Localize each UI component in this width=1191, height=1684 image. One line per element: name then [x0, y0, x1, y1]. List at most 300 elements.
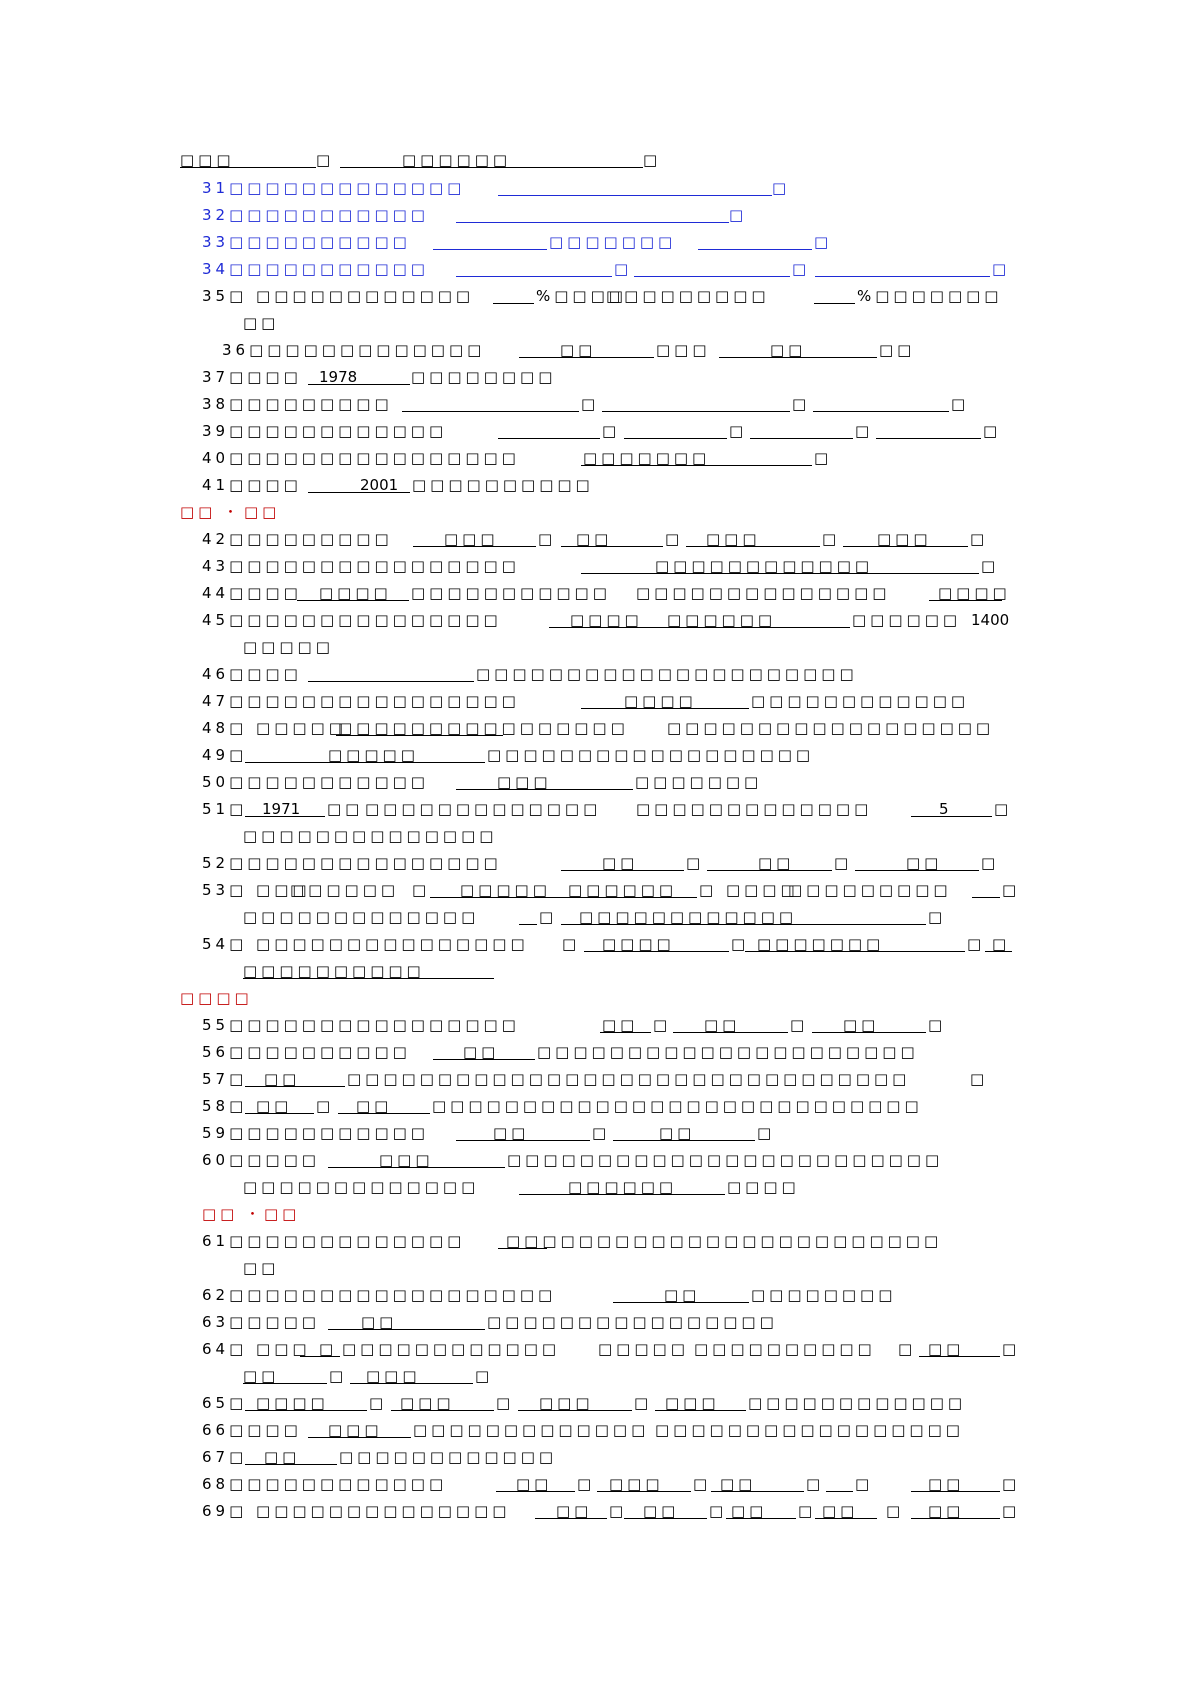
text-run: □ — [686, 854, 705, 872]
text-line — [0, 475, 1191, 495]
text-run: 64□ □□□ — [202, 1340, 311, 1358]
answer-blank-underline — [814, 303, 855, 304]
text-run: □□□□□□ — [402, 151, 512, 169]
text-run: □□ — [928, 1340, 965, 1358]
text-line — [0, 556, 1191, 576]
text-line — [0, 1258, 1191, 1278]
text-run: ・ — [245, 1205, 265, 1223]
text-run: □□ — [264, 1448, 301, 1466]
text-line — [0, 1231, 1191, 1251]
text-run: □ — [1002, 1502, 1021, 1520]
text-run: □□□□□□ — [667, 611, 777, 629]
answer-blank-underline — [519, 357, 654, 358]
text-line — [0, 232, 1191, 252]
answer-blank-underline — [308, 492, 410, 493]
text-run: 1971 — [262, 800, 301, 818]
answer-blank-underline — [433, 1059, 535, 1060]
text-run: 46□□□□ — [202, 665, 302, 683]
text-run: 40□□□□□□□□□□□□□□□□ — [202, 449, 520, 467]
text-line — [0, 178, 1191, 198]
text-run: 36□□□□□□□□□□□□□ — [222, 341, 486, 359]
text-run: □ — [316, 1097, 335, 1115]
text-run: □ — [665, 530, 684, 548]
text-line — [0, 340, 1191, 360]
text-line — [0, 1339, 1191, 1359]
text-run: 1978 — [319, 368, 358, 386]
answer-blank-underline — [624, 438, 727, 439]
text-run: □□□□□□□□□□□□□□ — [636, 584, 891, 602]
text-run: □□ — [556, 1502, 593, 1520]
text-run: %□□□□ — [536, 287, 627, 305]
text-run: □□ — [843, 1016, 880, 1034]
text-run: □ — [967, 935, 986, 953]
text-run: □ — [539, 908, 558, 926]
text-run: 61□□□□□□□□□□□□□ — [202, 1232, 466, 1250]
answer-blank-underline — [433, 249, 547, 250]
text-run: 66□□□□ — [202, 1421, 302, 1439]
text-run: □□□□□□□□□□□□□□□□□□□□□ — [537, 1043, 919, 1061]
text-run: □ — [898, 1340, 917, 1358]
text-run: □□ — [243, 1367, 280, 1385]
answer-blank-underline — [245, 1086, 345, 1087]
text-run: 50□□□□□□□□□□□ — [202, 773, 429, 791]
answer-blank-underline — [245, 816, 325, 817]
text-run: □□ — [758, 854, 795, 872]
text-run: □ — [1002, 1475, 1021, 1493]
text-run: □ — [538, 530, 557, 548]
answer-blank-underline — [600, 1032, 651, 1033]
text-line — [0, 259, 1191, 279]
answer-blank-underline — [581, 573, 979, 574]
answer-blank-underline — [929, 600, 1002, 601]
text-line — [0, 961, 1191, 981]
text-run: □□ — [659, 1124, 696, 1142]
text-run: □□□□□□□□□□□□□□ — [243, 827, 498, 845]
answer-blank-underline — [911, 1518, 1000, 1519]
text-line — [0, 1096, 1191, 1116]
text-run: □□□□□□□□□□□□ — [342, 1340, 561, 1358]
text-line — [0, 1501, 1191, 1521]
text-run: □□□□□□□□□ — [606, 287, 770, 305]
text-line — [0, 448, 1191, 468]
text-run: □□□□ — [624, 692, 697, 710]
text-line — [0, 502, 1191, 522]
text-run: 44□□□□ — [202, 584, 302, 602]
answer-blank-underline — [634, 276, 790, 277]
text-line — [0, 826, 1191, 846]
text-run: □□□ — [366, 1367, 421, 1385]
text-run: 37□□□□ — [202, 368, 302, 386]
text-run: □ — [814, 449, 833, 467]
text-line — [0, 934, 1191, 954]
text-run: □ — [412, 881, 431, 899]
answer-blank-underline — [985, 951, 1012, 952]
text-run: □□□□ — [938, 584, 1011, 602]
text-run: 69□ □□□□□□□□□□□□□□ — [202, 1502, 511, 1520]
answer-blank-underline — [719, 357, 877, 358]
text-run: 60□□□□□ — [202, 1151, 320, 1169]
text-line — [0, 799, 1191, 819]
text-run: □□ — [356, 1097, 393, 1115]
text-line — [0, 1069, 1191, 1089]
text-run: □□□□□□□□□□□□ — [579, 908, 798, 926]
text-run: □□□□□□ — [568, 1178, 678, 1196]
text-run: □ — [577, 1475, 596, 1493]
answer-blank-underline — [338, 1113, 430, 1114]
text-run: □□□□□□□□□□□□□□□□ — [338, 719, 629, 737]
answer-blank-underline — [456, 789, 633, 790]
text-run: □□ — [493, 1124, 530, 1142]
text-run: □□□□ — [180, 989, 253, 1007]
answer-blank-underline — [602, 411, 790, 412]
answer-blank-underline — [391, 1410, 494, 1411]
text-run: □□ — [602, 854, 639, 872]
answer-blank-underline — [698, 249, 812, 250]
text-run: □□□□□□□□□□□□□ — [365, 800, 602, 818]
text-line — [0, 367, 1191, 387]
text-run: □ — [792, 260, 811, 278]
text-run: □□□□□□□ — [757, 935, 885, 953]
answer-blank-underline — [655, 1410, 746, 1411]
text-run: 47□□□□□□□□□□□□□□□□ — [202, 692, 520, 710]
text-run: □ — [1002, 1340, 1021, 1358]
text-run: 58□ — [202, 1097, 248, 1115]
text-run: □□□□□□□ — [635, 773, 763, 791]
answer-blank-underline — [518, 1410, 632, 1411]
answer-blank-underline — [336, 735, 503, 736]
text-run: □ — [855, 422, 874, 440]
answer-blank-underline — [686, 546, 820, 547]
answer-blank-underline — [535, 1518, 607, 1519]
text-run: □ — [806, 1475, 825, 1493]
text-line — [0, 907, 1191, 927]
answer-blank-underline — [911, 1491, 1000, 1492]
text-run: 54□ □□□□□□□□□□□□□□□ — [202, 935, 529, 953]
text-run: □□□□□□□□□□□□ — [748, 1394, 967, 1412]
text-line — [0, 313, 1191, 333]
text-run: □ — [319, 1340, 338, 1358]
answer-blank-underline — [911, 816, 992, 817]
text-run: □□□□□□□□□□□□□□□□ — [487, 1313, 778, 1331]
answer-blank-underline — [493, 303, 534, 304]
text-run: □ — [729, 206, 748, 224]
text-run: □□ — [879, 341, 916, 359]
text-run: □□ — [463, 1043, 500, 1061]
text-run: □□□□□□□□ — [751, 1286, 897, 1304]
text-run: 68□□□□□□□□□□□□ — [202, 1475, 448, 1493]
text-run: □ — [475, 1367, 494, 1385]
text-run: □□□□□□□□□□□□□□□□□□□□□□□□ — [507, 1151, 944, 1169]
answer-blank-underline — [350, 1383, 473, 1384]
text-line — [0, 718, 1191, 738]
text-run: □□□□□ — [243, 638, 334, 656]
text-run: □□□□□□□ — [549, 233, 677, 251]
text-line — [0, 150, 1191, 170]
answer-blank-underline — [581, 708, 749, 709]
answer-blank-underline — [300, 1356, 340, 1357]
answer-blank-underline — [328, 1329, 485, 1330]
text-run: □ — [731, 935, 750, 953]
text-line — [0, 610, 1191, 630]
text-run: □□□□□ — [328, 746, 419, 764]
text-run: □□ — [704, 1016, 741, 1034]
text-run: □□□□□□□□□□ — [243, 962, 425, 980]
answer-blank-underline — [624, 1518, 707, 1519]
text-run: □ — [693, 1475, 712, 1493]
answer-blank-underline — [402, 411, 579, 412]
text-line — [0, 529, 1191, 549]
text-line — [0, 583, 1191, 603]
text-run: □□ — [720, 1475, 757, 1493]
answer-blank-underline — [613, 1302, 749, 1303]
text-line — [0, 286, 1191, 306]
answer-blank-underline — [813, 411, 949, 412]
text-line — [0, 1366, 1191, 1386]
text-line — [0, 691, 1191, 711]
text-run: □□□ — [328, 1421, 383, 1439]
text-run: □ — [928, 908, 947, 926]
text-line — [0, 1447, 1191, 1467]
text-run: 33□□□□□□□□□□ — [202, 233, 411, 251]
text-run: □□□□□□□□□ — [788, 881, 952, 899]
text-run: □□□ — [444, 530, 499, 548]
text-run: 41□□□□ — [202, 476, 302, 494]
text-line — [0, 880, 1191, 900]
text-run: 32□□□□□□□□□□□ — [202, 206, 429, 224]
text-line — [0, 1285, 1191, 1305]
text-run: □ □□□□ — [699, 881, 799, 899]
text-run: 62□□□□□□□□□□□□□□□□□□ — [202, 1286, 557, 1304]
text-run: 52□□□□□□□□□□□□□□□ — [202, 854, 502, 872]
text-line — [0, 1177, 1191, 1197]
answer-blank-underline — [245, 762, 485, 763]
text-run: □ — [992, 935, 1011, 953]
text-run: □□ — [928, 1502, 965, 1520]
text-run: 43□□□□□□□□□□□□□□□□ — [202, 557, 520, 575]
answer-blank-underline — [613, 1140, 755, 1141]
answer-blank-underline — [413, 546, 536, 547]
text-run: □□□□□□□□□□□□□ — [413, 1421, 650, 1439]
text-run: □ — [994, 800, 1013, 818]
text-run: □□ — [664, 1286, 701, 1304]
text-run: □□ — [560, 341, 597, 359]
text-run: □□□□□□□□□□□□□□□□□□□□□ — [476, 665, 858, 683]
text-run: □□□ — [665, 1394, 720, 1412]
text-run: □ — [981, 557, 1000, 575]
text-line — [0, 1015, 1191, 1035]
answer-blank-underline — [815, 1518, 877, 1519]
text-run: □□ — [361, 1313, 398, 1331]
text-run: □□ — [202, 1205, 239, 1223]
answer-blank-underline — [308, 681, 474, 682]
text-run: 5 — [939, 800, 949, 818]
text-run: □□□□□□□□□□□□□ — [243, 908, 480, 926]
text-run: □ — [592, 1124, 611, 1142]
answer-blank-underline — [456, 222, 729, 223]
text-run: □□ — [731, 1502, 768, 1520]
text-line — [0, 1150, 1191, 1170]
text-run: □□□□□□□□□□□□□□□□□□□□□□□□ — [506, 1232, 943, 1250]
text-run: □ — [1002, 881, 1021, 899]
text-run: □□□□□□□□ — [411, 368, 557, 386]
text-run: □□ — [243, 1259, 280, 1277]
text-run: □ — [643, 151, 662, 169]
answer-blank-underline — [180, 167, 316, 168]
text-run: □ — [369, 1394, 388, 1412]
text-run: □□□□□□□□□□ — [694, 1340, 876, 1358]
answer-blank-underline — [245, 1410, 367, 1411]
text-run: □ — [970, 530, 989, 548]
text-run: 63□□□□□ — [202, 1313, 320, 1331]
text-run: ・ — [223, 503, 243, 521]
text-run: □ — [316, 151, 335, 169]
answer-blank-underline — [245, 1113, 314, 1114]
answer-blank-underline — [456, 276, 612, 277]
text-run: □ — [562, 935, 581, 953]
text-run: 49□ — [202, 746, 248, 764]
text-run: 53□ □□□ — [202, 881, 311, 899]
text-run: □□ — [180, 503, 217, 521]
text-run: □ — [970, 1070, 989, 1088]
text-line — [0, 853, 1191, 873]
answer-blank-underline — [308, 384, 410, 385]
answer-blank-underline — [972, 897, 1000, 898]
text-line — [0, 1042, 1191, 1062]
answer-blank-underline — [498, 1248, 547, 1249]
answer-blank-underline — [456, 1140, 590, 1141]
text-run: □ — [983, 422, 1002, 440]
text-run: □□□ — [609, 1475, 664, 1493]
text-run: □ — [602, 422, 621, 440]
text-run: □□□□□□□□□□ — [412, 476, 594, 494]
text-line — [0, 1474, 1191, 1494]
text-run: □□□□□□□□□□□□ — [655, 557, 874, 575]
text-run: □□□□ — [727, 1178, 800, 1196]
text-run: 31□□□□□□□□□□□□□ — [202, 179, 466, 197]
text-run: 48□ □□□□□ — [202, 719, 347, 737]
answer-blank-underline — [561, 870, 684, 871]
text-run: 55□□□□□□□□□□□□□□□□ — [202, 1016, 520, 1034]
text-line — [0, 1312, 1191, 1332]
text-run: 59□□□□□□□□□□□ — [202, 1124, 429, 1142]
text-run: □ — [855, 1475, 874, 1493]
answer-blank-underline — [308, 1437, 411, 1438]
text-run: □ — [581, 395, 600, 413]
answer-blank-underline — [597, 1491, 691, 1492]
text-run: □□□□□□□□□□□□ — [751, 692, 970, 710]
text-run: □□□□□ — [460, 881, 551, 899]
text-run: 35□ □□□□□□□□□□□□ — [202, 287, 475, 305]
text-run: □□□□□□□□□□□□□□□□□□ — [487, 746, 815, 764]
text-run: □ — [928, 1016, 947, 1034]
answer-blank-underline — [707, 870, 832, 871]
answer-blank-underline — [919, 1356, 1000, 1357]
text-run: □ — [798, 1502, 817, 1520]
text-line — [0, 1420, 1191, 1440]
text-line — [0, 772, 1191, 792]
text-run: □□ — [264, 1205, 301, 1223]
text-run: 2001 — [360, 476, 399, 494]
answer-blank-underline — [243, 1383, 327, 1384]
text-run: 65□ — [202, 1394, 248, 1412]
answer-blank-underline — [519, 1194, 725, 1195]
text-line — [0, 421, 1191, 441]
text-run: □□□ — [539, 1394, 594, 1412]
text-run: □□□ — [400, 1394, 455, 1412]
text-run: □□□□□□□□□□□□□□□□□□□□□□□□□□□□□□□ — [347, 1070, 911, 1088]
text-run: □□□□□□□□□□□□□ — [636, 800, 873, 818]
text-line — [0, 637, 1191, 657]
answer-blank-underline — [561, 546, 663, 547]
answer-blank-underline — [855, 870, 979, 871]
text-line — [0, 1204, 1191, 1224]
text-run: 51□ — [202, 800, 248, 818]
answer-blank-underline — [328, 1167, 505, 1168]
text-run: 56□□□□□□□□□□ — [202, 1043, 411, 1061]
answer-blank-underline — [496, 1491, 575, 1492]
text-run: □ — [634, 1394, 653, 1412]
text-run: □□ — [770, 341, 807, 359]
answer-blank-underline — [750, 438, 853, 439]
text-run: 67□ — [202, 1448, 248, 1466]
text-run: □ — [609, 1502, 628, 1520]
text-run: □ — [772, 179, 791, 197]
answer-blank-underline — [843, 546, 968, 547]
text-run: □□□□□□□□□□□□□□□□□□□□□□□□□□□ — [432, 1097, 923, 1115]
text-run: □ — [822, 530, 841, 548]
text-line — [0, 394, 1191, 414]
answer-blank-underline — [297, 600, 409, 601]
text-run: %□□□□□□□ — [857, 287, 1003, 305]
text-run: □□□□ — [570, 611, 643, 629]
answer-blank-underline — [430, 897, 697, 898]
text-run: □ — [992, 260, 1011, 278]
text-run: □□ — [928, 1475, 965, 1493]
text-run: □ — [790, 1016, 809, 1034]
text-run: □□□□□□□□□□□ — [411, 584, 611, 602]
answer-blank-underline — [812, 1032, 926, 1033]
text-line — [0, 1393, 1191, 1413]
text-run: □□□□□□ — [852, 611, 962, 629]
text-run: □ — [951, 395, 970, 413]
text-run: □□□□ — [602, 935, 675, 953]
text-run: □ — [757, 1124, 776, 1142]
text-run: □ — [614, 260, 633, 278]
text-run: □□□□□□□□□□□□ — [339, 1448, 558, 1466]
text-run: □□ — [822, 1502, 859, 1520]
answer-blank-underline — [876, 438, 981, 439]
text-run: □ — [792, 395, 811, 413]
text-run: □□ — [576, 530, 613, 548]
text-line — [0, 664, 1191, 684]
text-run: 39□□□□□□□□□□□□ — [202, 422, 448, 440]
text-run: □ — [834, 854, 853, 872]
answer-blank-underline — [584, 951, 729, 952]
text-run: 38□□□□□□□□□ — [202, 395, 393, 413]
text-run: □□ — [244, 503, 281, 521]
text-line — [0, 1123, 1191, 1143]
text-run: □□□□□□□ — [583, 449, 711, 467]
answer-blank-underline — [815, 276, 990, 277]
text-run: 34□□□□□□□□□□□ — [202, 260, 429, 278]
text-run: □□ — [602, 1016, 639, 1034]
answer-blank-underline — [549, 627, 850, 628]
text-run: □□ — [264, 1070, 301, 1088]
text-run: □□ — [243, 314, 280, 332]
text-run: □□□□□□ — [290, 881, 400, 899]
text-run: □□□□ — [256, 1394, 329, 1412]
text-run: □□□ — [379, 1151, 434, 1169]
